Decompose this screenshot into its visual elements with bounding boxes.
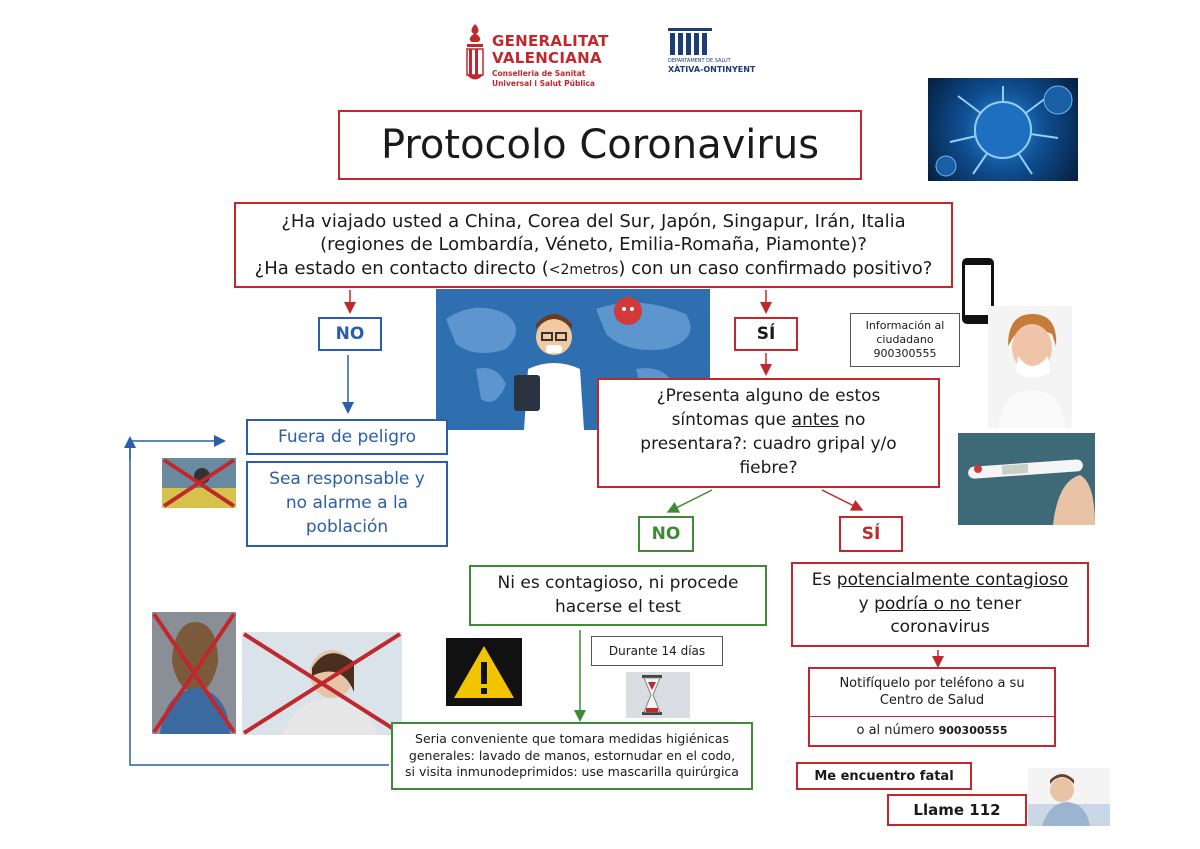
potencialmente-contagioso-box — [791, 562, 1089, 647]
sea-line3: población — [305, 516, 389, 537]
symptoms-question-box — [597, 378, 940, 488]
es-line1-underlined: potencialmente contagioso — [836, 569, 1069, 590]
departament-small-text: DEPARTAMENT DE SALUT — [668, 58, 731, 64]
conselleria-text: Conselleria de Sanitat — [492, 69, 586, 78]
question-line3-b: ) con un caso confirmado positivo? — [618, 257, 933, 279]
symptoms-line2-underlined: antes — [791, 410, 839, 431]
es-line1-a: Es — [811, 569, 837, 590]
seria-line3: si visita inmunodeprimidos: use mascarilla quirúrgica — [405, 764, 739, 780]
fuera-de-peligro-box: Fuera de peligro — [246, 419, 448, 455]
sea-line1: Sea responsable y — [269, 469, 425, 490]
ni-line2: hacerse el test — [555, 596, 681, 617]
sea-line2: no alarme a la — [285, 493, 409, 514]
notif-line3-a: o al número — [856, 723, 935, 739]
question-line3-a: ¿Ha estado en contacto directo ( — [254, 257, 549, 279]
si-label-travel: SÍ — [734, 317, 798, 351]
symptoms-line3: presentara?: cuadro gripal y/o — [640, 434, 897, 454]
es-line2 — [859, 593, 1022, 617]
notif-line2: Centro de Salud — [879, 693, 985, 709]
hourglass-image — [626, 672, 690, 718]
seria-line1: Seria conveniente que tomara medidas higiénicas — [415, 730, 729, 746]
es-line3: coronavirus — [890, 617, 990, 638]
notifiquelo-box — [808, 667, 1056, 747]
thermometer-image — [958, 433, 1095, 525]
es-line2-a: y — [858, 593, 875, 614]
es-line1 — [812, 569, 1068, 593]
info-phone-number: 900300555 — [873, 347, 937, 361]
notif-phone-number: 900300555 — [938, 724, 1008, 738]
si-label-symptoms: SÍ — [839, 516, 903, 552]
no-label-symptoms: NO — [638, 516, 694, 552]
crossed-out-sick-woman-image — [242, 632, 402, 735]
symptoms-line1: ¿Presenta alguno de estos — [656, 386, 881, 407]
notif-bottom — [810, 717, 1054, 745]
medidas-higienicas-box — [391, 722, 753, 790]
me-encuentro-fatal-box: Me encuentro fatal — [796, 762, 972, 790]
symptoms-line4: fiebre? — [739, 457, 798, 478]
sick-in-bed-image — [1028, 768, 1110, 826]
sneezing-person-image — [988, 306, 1072, 428]
question-line3-distance: <2metros — [548, 261, 619, 278]
warning-sign-icon — [446, 638, 522, 706]
xativa-ontinyent-text: XÀTIVA-ONTINYENT — [668, 65, 756, 74]
question-line1: ¿Ha viajado usted a China, Corea del Sur, Japón, Singapur, Irán, Italia — [281, 210, 906, 232]
durante-14-dias-box: Durante 14 días — [591, 636, 723, 666]
notif-top — [810, 669, 1054, 717]
info-line2: ciudadano — [876, 332, 934, 346]
symptoms-line2 — [672, 409, 866, 433]
generalitat-text: GENERALITAT — [492, 32, 609, 50]
ni-contagioso-box — [469, 565, 767, 626]
valenciana-text: VALENCIANA — [492, 49, 602, 67]
es-line2-underlined: podría o no — [874, 593, 971, 614]
symptoms-line2-b: no — [838, 410, 866, 431]
ni-line1: Ni es contagioso, ni procede — [497, 572, 739, 593]
llame-112-box: Llame 112 — [887, 794, 1027, 826]
info-line1: Información al — [865, 318, 945, 332]
salut-publica-text: Universal i Salut Pública — [492, 79, 595, 88]
notif-line1: Notifíquelo por teléfono a su — [839, 675, 1025, 691]
sea-responsable-box — [246, 461, 448, 547]
no-label-travel: NO — [318, 317, 382, 351]
seria-line2: generales: lavado de manos, estornudar en el codo, — [408, 747, 736, 763]
crossed-out-panic-image — [162, 458, 236, 508]
symptoms-line2-a: síntomas que — [671, 410, 792, 431]
page-title: Protocolo Coronavirus — [338, 110, 862, 180]
question-line2: (regiones de Lombardía, Véneto, Emilia-Romaña, Piamonte)? — [320, 234, 867, 256]
crossed-out-distressed-woman-image — [152, 612, 236, 734]
info-ciudadano-box — [850, 313, 960, 367]
es-line2-b: tener — [970, 593, 1022, 614]
